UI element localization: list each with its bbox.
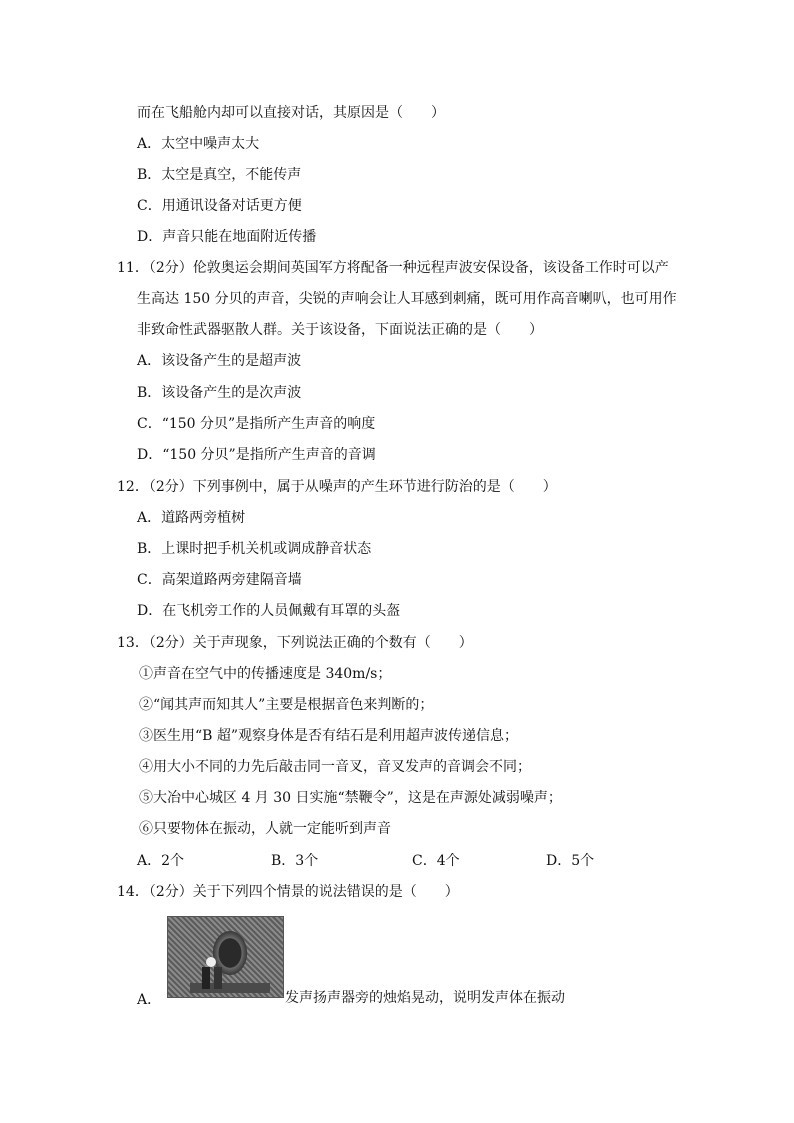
statement-13-1: ①声音在空气中的传播速度是 340m/s； [139,666,392,682]
option-12-a: A．道路两旁植树 [137,510,246,526]
option-14-a-label: A． [137,992,162,1008]
option-13-a: A．2个 [137,853,185,869]
option-13-c: C．4个 [412,853,460,869]
line-10-stem-end: 而在飞船舱内却可以直接对话，其原因是（ ） [137,105,445,121]
option-12-b: B．上课时把手机关机或调成静音状态 [137,541,372,557]
option-11-d: D．“150 分贝”是指所产生声音的音调 [137,447,376,463]
question-11-line-2: 生高达 150 分贝的声音，尖锐的声响会让人耳感到刺痛，既可用作高音喇叭，也可用作 [137,291,677,307]
option-10-b: B．太空是真空，不能传声 [137,167,302,183]
option-11-b: B．该设备产生的是次声波 [137,385,302,401]
question-13: 13．（2分）关于声现象，下列说法正确的个数有（ ） [117,635,473,651]
statement-13-6: ⑥只要物体在振动，人就一定能听到声音 [139,821,391,837]
question-14: 14．（2分）关于下列四个情景的说法错误的是（ ） [117,884,459,900]
option-10-a: A．太空中噪声太大 [137,136,260,152]
statement-13-3: ③医生用“B 超”观察身体是否有结石是利用超声波传递信息； [139,728,519,744]
question-11-line-1: 11．（2分）伦敦奥运会期间英国军方将配备一种远程声波安保设备，该设备工作时可以产 [117,260,669,276]
statement-13-2: ②“闻其声而知其人”主要是根据音色来判断的； [139,697,434,713]
option-10-c: C．用通讯设备对话更方便 [137,198,302,214]
option-11-a: A．该设备产生的是超声波 [137,353,302,369]
option-11-c: C．“150 分贝”是指所产生声音的响度 [137,416,376,432]
option-14-a-text: 发声扬声器旁的烛焰晃动，说明发声体在振动 [285,990,565,1006]
speaker-candle-photo [167,916,284,998]
option-12-d: D．在飞机旁工作的人员佩戴有耳罩的头盔 [137,603,401,619]
option-12-c: C．高架道路两旁建隔音墙 [137,572,302,588]
question-12: 12．（2分）下列事例中，属于从噪声的产生环节进行防治的是（ ） [117,479,557,495]
option-10-d: D．声音只能在地面附近传播 [137,229,317,245]
option-13-b: B．3个 [271,853,319,869]
statement-13-4: ④用大小不同的力先后敲击同一音叉，音叉发声的音调会不同； [139,759,531,775]
statement-13-5: ⑤大冶中心城区 4 月 30 日实施“禁鞭令”，这是在声源处减弱噪声； [139,790,562,806]
option-13-d: D．5个 [546,853,595,869]
question-11-line-3: 非致命性武器驱散人群。关于该设备，下面说法正确的是（ ） [137,322,543,338]
